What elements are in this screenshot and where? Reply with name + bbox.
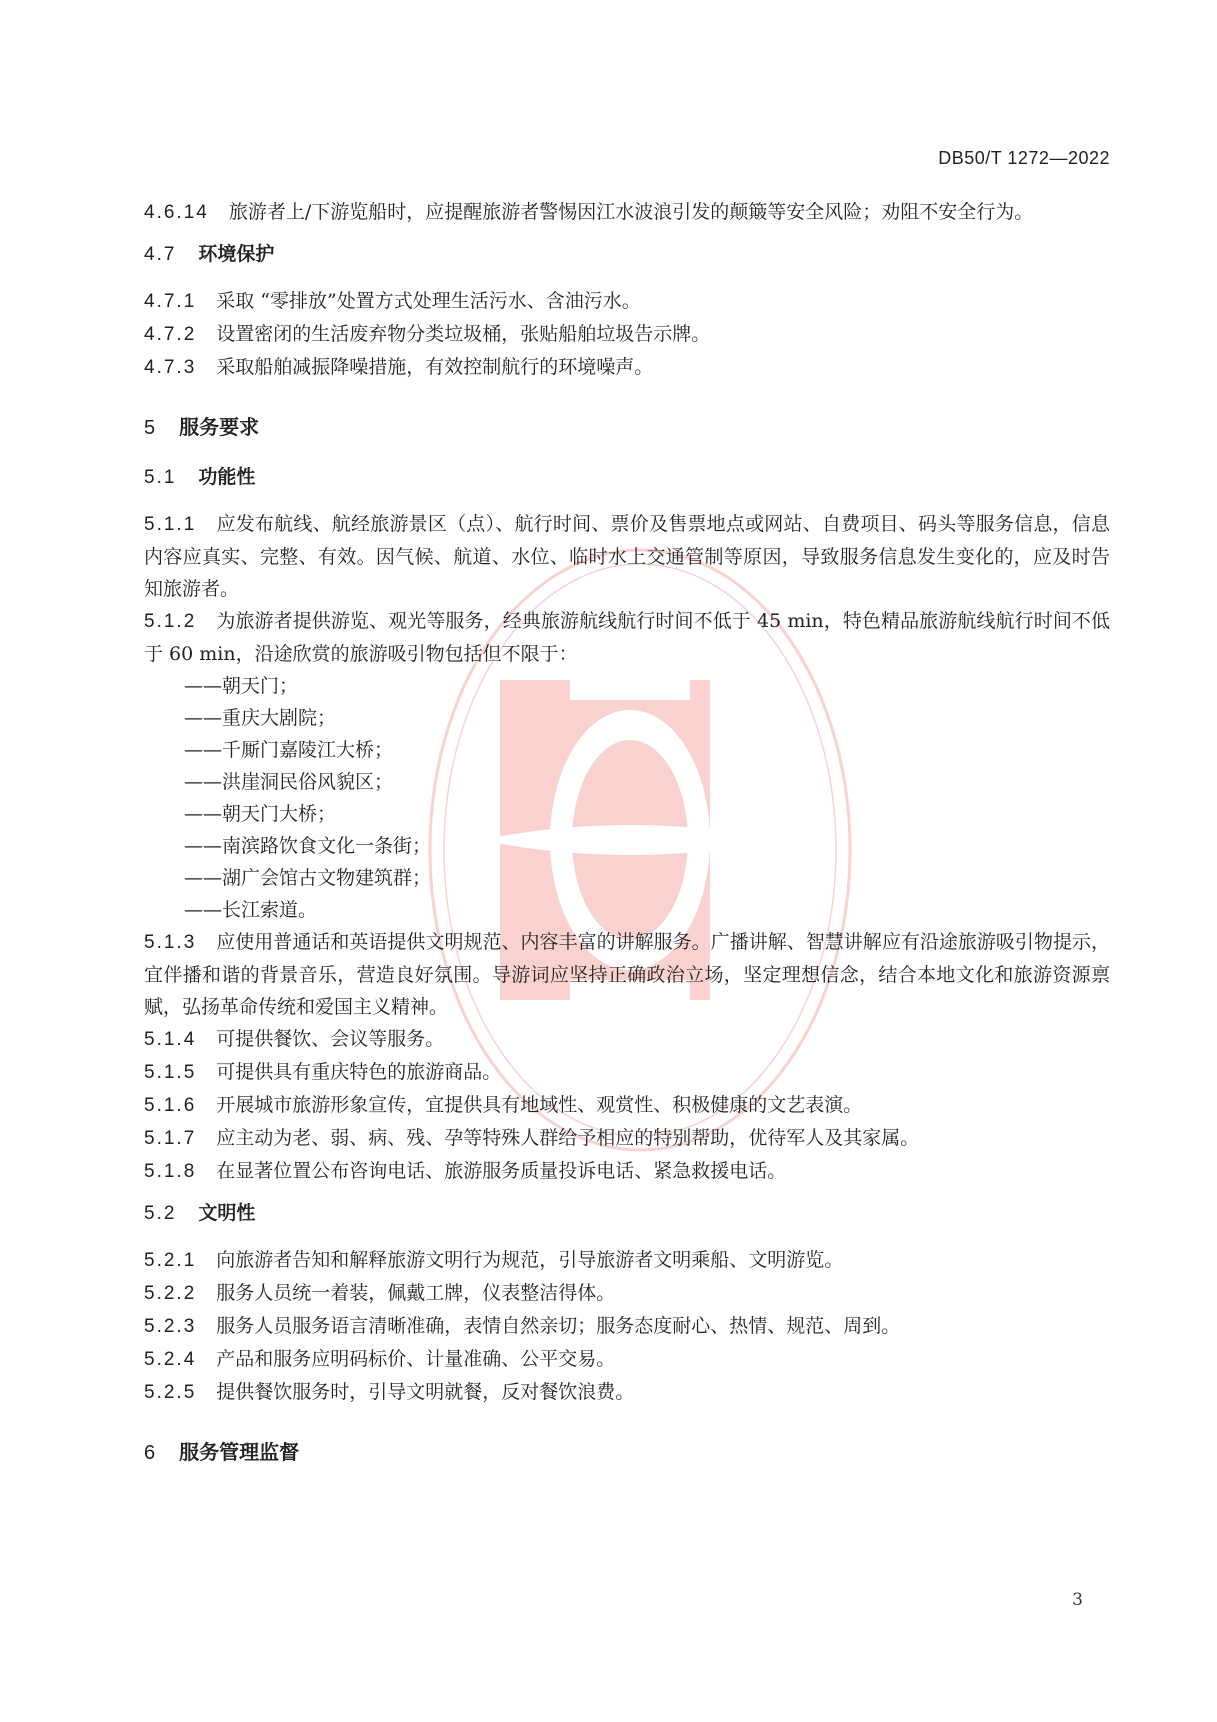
- clause-paragraph: [144, 318, 1110, 351]
- clause-number: 5.1.7: [144, 1128, 197, 1149]
- clause-text: 应使用普通话和英语提供文明规范、内容丰富的讲解服务。广播讲解、智慧讲解应有沿途旅游吸引物提示，宜伴播和谐的背景音乐，营造良好氛围。导游词应坚持正确政治立场，坚定理想信念，结合本地文化和旅游资源禀赋，弘扬革命传统和爱国主义精神。: [144, 931, 1110, 1018]
- clause-paragraph: [144, 926, 1110, 1023]
- section-title: 环境保护: [198, 244, 275, 265]
- clause-paragraph: [144, 285, 1110, 318]
- clause-text: 在显著位置公布咨询电话、旅游服务质量投诉电话、紧急救援电话。: [216, 1160, 787, 1182]
- clause-number: 5.1.8: [144, 1161, 197, 1182]
- clause-number: 5.1.5: [144, 1062, 197, 1083]
- clause-number: 5.1.1: [144, 514, 197, 535]
- clause-text: 为旅游者提供游览、观光等服务，经典旅游航线航行时间不低于 45 min，特色精品旅游航线航行时间不低于 60 min，沿途欣赏的旅游吸引物包括但不限于：: [144, 610, 1110, 665]
- clause-paragraph: [144, 1244, 1110, 1277]
- document-code: DB50/T 1272—2022: [938, 148, 1110, 168]
- clause-paragraph: [144, 1277, 1110, 1310]
- clause-text: 提供餐饮服务时，引导文明就餐，反对餐饮浪费。: [216, 1381, 635, 1403]
- clause-number: 5.1.4: [144, 1029, 197, 1050]
- page-number: 3: [1072, 1590, 1083, 1610]
- chapter-title: 服务要求: [179, 417, 260, 439]
- clause-paragraph: [144, 605, 1110, 670]
- clause-text: 可提供餐饮、会议等服务。: [216, 1028, 445, 1050]
- list-item: ——朝天门大桥；: [184, 803, 337, 825]
- clause-number: 5.2.4: [144, 1349, 197, 1370]
- document-body: [144, 196, 1110, 1487]
- clause-paragraph: [144, 1376, 1110, 1409]
- list-item: ——湖广会馆古文物建筑群；: [184, 867, 432, 889]
- section-number: 4.7: [144, 244, 177, 265]
- clause-paragraph: [144, 1089, 1110, 1122]
- clause-text: 产品和服务应明码标价、计量准确、公平交易。: [216, 1348, 616, 1370]
- clause-text: 设置密闭的生活废弃物分类垃圾桶，张贴船舶垃圾告示牌。: [216, 323, 711, 345]
- chapter-number: 5: [144, 417, 158, 439]
- clause-number: 4.7.3: [144, 357, 197, 378]
- section-number: 5.1: [144, 467, 177, 488]
- clause-number: 5.2.5: [144, 1382, 197, 1403]
- clause-paragraph: [144, 1056, 1110, 1089]
- section-heading: [144, 1198, 1110, 1230]
- clause-text: 应主动为老、弱、病、残、孕等特殊人群给予相应的特别帮助，优待军人及其家属。: [216, 1127, 920, 1149]
- section-number: 5.2: [144, 1203, 177, 1224]
- clause-text: 服务人员服务语言清晰准确，表情自然亲切；服务态度耐心、热情、规范、周到。: [216, 1315, 901, 1337]
- section-title: 功能性: [198, 467, 256, 488]
- clause-number: 4.6.14: [144, 202, 209, 223]
- section-heading: [144, 239, 1110, 271]
- clause-paragraph: [144, 1122, 1110, 1155]
- list-item: ——洪崖洞民俗风貌区；: [184, 771, 394, 793]
- clause-text: 开展城市旅游形象宣传，宜提供具有地域性、观赏性、积极健康的文艺表演。: [216, 1094, 863, 1116]
- clause-number: 4.7.2: [144, 324, 197, 345]
- clause-paragraph: [144, 351, 1110, 384]
- clause-text: 向旅游者告知和解释旅游文明行为规范，引导旅游者文明乘船、文明游览。: [216, 1249, 844, 1271]
- clause-text: 采取 “零排放”处置方式处理生活污水、含油污水。: [216, 290, 641, 312]
- chapter-title: 服务管理监督: [179, 1442, 300, 1464]
- list-item: ——重庆大剧院；: [184, 707, 337, 729]
- clause-number: 5.1.2: [144, 611, 197, 632]
- clause-paragraph: [144, 508, 1110, 605]
- clause-number: 5.1.6: [144, 1095, 197, 1116]
- section-title: 文明性: [198, 1203, 256, 1224]
- chapter-heading: [144, 412, 1110, 444]
- clause-paragraph: [144, 196, 1110, 229]
- clause-paragraph: [144, 1310, 1110, 1343]
- list-item: ——南滨路饮食文化一条街；: [184, 835, 432, 857]
- clause-number: 4.7.1: [144, 291, 197, 312]
- section-heading: [144, 462, 1110, 494]
- clause-paragraph: [144, 1343, 1110, 1376]
- clause-number: 5.2.2: [144, 1283, 197, 1304]
- clause-number: 5.1.3: [144, 932, 197, 953]
- clause-text: 可提供具有重庆特色的旅游商品。: [216, 1061, 502, 1083]
- clause-number: 5.2.3: [144, 1316, 197, 1337]
- clause-number: 5.2.1: [144, 1250, 197, 1271]
- clause-text: 应发布航线、航经旅游景区（点）、航行时间、票价及售票地点或网站、自费项目、码头等服务信息，信息内容应真实、完整、有效。因气候、航道、水位、临时水上交通管制等原因，导致服务信息发生变化的，应及时告知旅游者。: [144, 513, 1110, 600]
- clause-text: 旅游者上/下游览船时，应提醒旅游者警惕因江水波浪引发的颠簸等安全风险；劝阻不安全行为。: [228, 201, 1034, 223]
- clause-paragraph: [144, 1023, 1110, 1056]
- chapter-heading: [144, 1437, 1110, 1469]
- list-item: ——朝天门；: [184, 675, 299, 697]
- chapter-number: 6: [144, 1442, 158, 1464]
- clause-text: 采取船舶减振降噪措施，有效控制航行的环境噪声。: [216, 356, 654, 378]
- list-item: ——长江索道。: [184, 899, 318, 921]
- clause-paragraph: [144, 1155, 1110, 1188]
- clause-text: 服务人员统一着装，佩戴工牌，仪表整洁得体。: [216, 1282, 616, 1304]
- list-item: ——千厮门嘉陵江大桥；: [184, 739, 394, 761]
